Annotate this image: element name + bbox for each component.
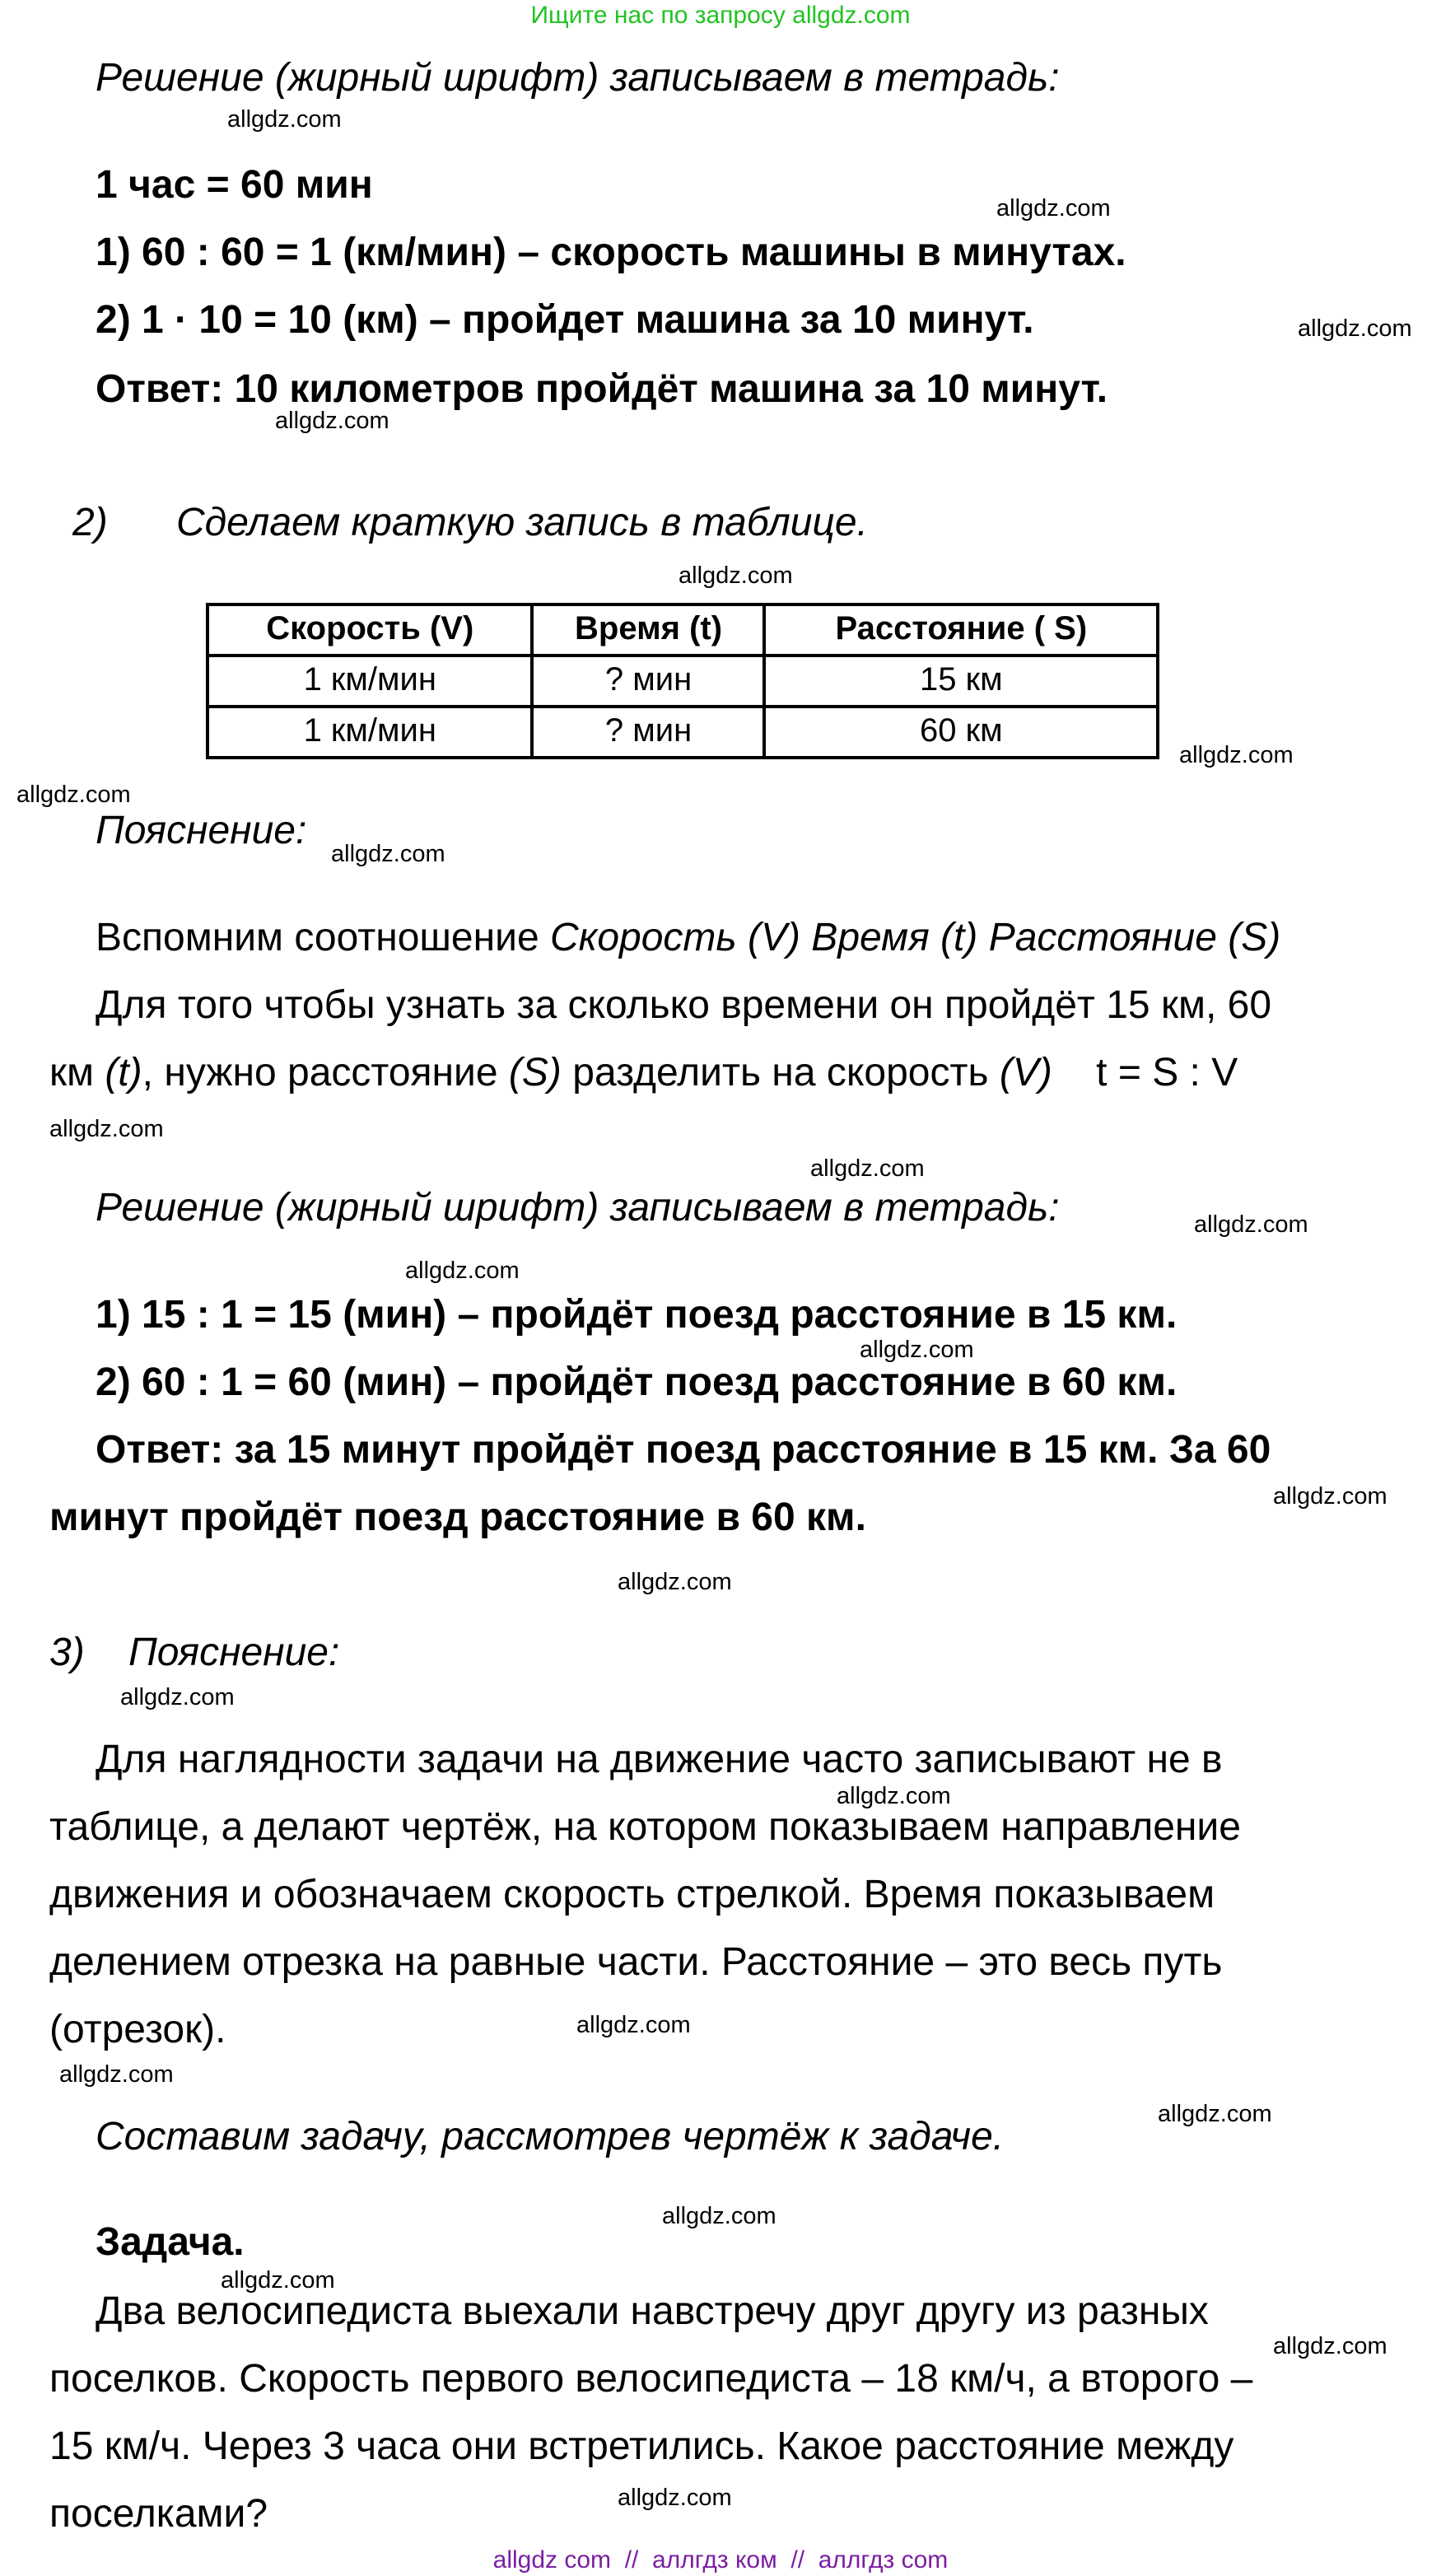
watermark: allgdz.com bbox=[662, 2204, 776, 2230]
watermark: allgdz.com bbox=[227, 107, 342, 133]
solution-line: 1) 15 : 1 = 15 (мин) – пройдёт поезд расстояние в 15 км. bbox=[96, 1293, 1178, 1337]
task-line: 15 км/ч. Через 3 часа они встретились. Какое расстояние между bbox=[49, 2424, 1234, 2469]
paragraph-line bbox=[49, 1049, 1238, 1099]
task-line: Два велосипедиста выехали навстречу друг другу из разных bbox=[96, 2289, 1209, 2334]
paragraph-line: таблице, а делают чертёж, на котором показываем направление bbox=[49, 1805, 1241, 1850]
answer: минут пройдёт поезд расстояние в 60 км. bbox=[49, 1496, 866, 1540]
watermark: allgdz.com bbox=[1158, 2102, 1272, 2128]
watermark: allgdz.com bbox=[1273, 2334, 1387, 2360]
header-banner[interactable]: Ищите нас по запросу allgdz.com bbox=[530, 2, 911, 30]
paragraph-line: Для того чтобы узнать за сколько времени он пройдёт 15 км, 60 bbox=[96, 983, 1272, 1028]
section-number: 3) bbox=[49, 1631, 85, 1675]
table-cell: 1 км/мин bbox=[208, 707, 533, 758]
watermark: allgdz.com bbox=[1179, 743, 1294, 769]
recall-formula: Скорость (V) Время (t) Расстояние (S) bbox=[550, 916, 1281, 960]
table-cell: 1 км/мин bbox=[208, 656, 533, 707]
text: (S) bbox=[508, 1051, 562, 1095]
solution-line: 2) 1 · 10 = 10 (км) – пройдет машина за 10 минут. bbox=[96, 298, 1034, 343]
watermark: allgdz.com bbox=[1298, 316, 1412, 343]
data-table bbox=[206, 603, 1159, 759]
task-line: поселков. Скорость первого велосипедиста – 18 км/ч, а второго – bbox=[49, 2357, 1253, 2401]
watermark: allgdz.com bbox=[405, 1258, 520, 1285]
table-header: Скорость (V) bbox=[208, 604, 533, 656]
recall-prefix: Вспомним соотношение bbox=[96, 916, 550, 960]
table-cell: ? мин bbox=[533, 707, 765, 758]
watermark: allgdz.com bbox=[996, 196, 1111, 222]
table-cell: 60 км bbox=[765, 707, 1158, 758]
answer: Ответ: за 15 минут пройдёт поезд расстояние в 15 км. За 60 bbox=[96, 1428, 1271, 1472]
watermark: allgdz.com bbox=[221, 2268, 335, 2294]
text: , нужно расстояние bbox=[142, 1051, 509, 1095]
solution-intro: Решение (жирный шрифт) записываем в тетрадь: bbox=[96, 56, 1060, 100]
watermark: allgdz.com bbox=[59, 2062, 174, 2088]
solution-line: 1) 60 : 60 = 1 (км/мин) – скорость машины в минутах. bbox=[96, 231, 1126, 275]
table-header-row bbox=[208, 604, 1158, 656]
solution-line: 2) 60 : 1 = 60 (мин) – пройдёт поезд расстояние в 60 км. bbox=[96, 1360, 1178, 1405]
text: (t) bbox=[105, 1051, 142, 1095]
watermark: allgdz.com bbox=[1273, 1484, 1387, 1510]
explanation-label: Пояснение: bbox=[128, 1631, 340, 1675]
section-number: 2) bbox=[72, 501, 108, 545]
formula: t = S : V bbox=[1052, 1051, 1238, 1095]
watermark: allgdz.com bbox=[49, 1117, 164, 1143]
text: разделить на скорость bbox=[561, 1051, 1000, 1095]
paragraph-line: (отрезок). bbox=[49, 2008, 226, 2052]
table-cell: 15 км bbox=[765, 656, 1158, 707]
text: (V) bbox=[999, 1051, 1052, 1095]
paragraph-line: Для наглядности задачи на движение часто записывают не в bbox=[96, 1738, 1223, 1782]
watermark: allgdz.com bbox=[618, 2485, 732, 2512]
watermark: allgdz.com bbox=[16, 782, 131, 809]
recall-line bbox=[96, 914, 1280, 964]
task-line: поселками? bbox=[49, 2492, 268, 2536]
watermark: allgdz.com bbox=[810, 1156, 925, 1183]
watermark: allgdz.com bbox=[275, 408, 389, 435]
answer: Ответ: 10 километров пройдёт машина за 10 минут. bbox=[96, 367, 1108, 412]
explanation-label: Пояснение: bbox=[96, 809, 307, 853]
watermark: allgdz.com bbox=[120, 1685, 235, 1711]
watermark: allgdz.com bbox=[576, 2013, 691, 2039]
section-title: Сделаем краткую запись в таблице. bbox=[176, 501, 868, 545]
watermark: allgdz.com bbox=[837, 1784, 951, 1810]
solution-line: 1 час = 60 мин bbox=[96, 163, 373, 208]
task-label: Задача. bbox=[96, 2220, 245, 2265]
footer-links[interactable]: allgdz com // аллгдз ком // аллгдз com bbox=[492, 2546, 949, 2574]
watermark: allgdz.com bbox=[618, 1570, 732, 1596]
watermark: allgdz.com bbox=[860, 1337, 974, 1364]
solution-intro: Решение (жирный шрифт) записываем в тетрадь: bbox=[96, 1186, 1060, 1230]
table-header: Время (t) bbox=[533, 604, 765, 656]
text: км bbox=[49, 1051, 105, 1095]
watermark: allgdz.com bbox=[679, 563, 793, 590]
table-cell: ? мин bbox=[533, 656, 765, 707]
table-row bbox=[208, 707, 1158, 758]
table-row bbox=[208, 656, 1158, 707]
compose-note: Составим задачу, рассмотрев чертёж к задаче. bbox=[96, 2115, 1005, 2159]
table-header: Расстояние ( S) bbox=[765, 604, 1158, 656]
paragraph-line: делением отрезка на равные части. Расстояние – это весь путь bbox=[49, 1940, 1223, 1985]
watermark: allgdz.com bbox=[331, 842, 445, 868]
paragraph-line: движения и обозначаем скорость стрелкой. Время показываем bbox=[49, 1873, 1215, 1917]
watermark: allgdz.com bbox=[1194, 1212, 1308, 1239]
